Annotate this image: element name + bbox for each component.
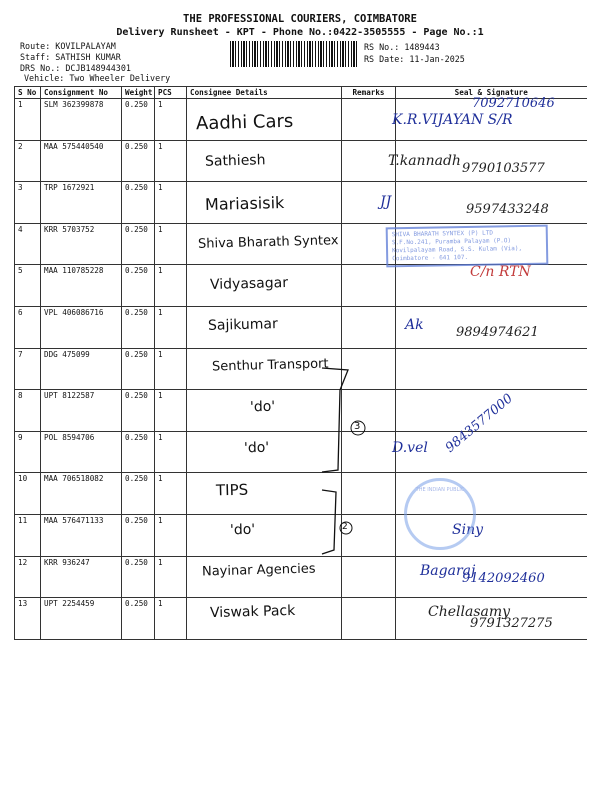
consignee-handwriting: 'do' <box>229 521 256 539</box>
signature-handwriting: Chellasamy <box>428 604 511 620</box>
stamp-line: SHIVA BHARATH SYNTEX (P) LTD <box>391 229 493 239</box>
consignee-handwriting: Sajikumar <box>207 316 278 334</box>
cell-remarks <box>342 556 396 598</box>
cell-pcs: 1 <box>155 598 187 640</box>
cell-consignment-no: POL 8594706 <box>41 431 122 473</box>
cell-consignee <box>187 514 342 556</box>
consignee-handwriting: TIPS <box>215 480 249 500</box>
col-pcs-header: PCS <box>155 87 187 99</box>
cell-remarks <box>342 265 396 307</box>
signature-handwriting: Ak <box>405 317 424 333</box>
col-consignment-header: Consignment No <box>41 87 122 99</box>
cell-consignment-no: KRR 936247 <box>41 556 122 598</box>
cell-consignment-no: MAA 575440540 <box>41 140 122 182</box>
cell-sno: 8 <box>15 390 41 432</box>
cell-consignment-no: SLM 362399878 <box>41 99 122 141</box>
consignee-handwriting: Sathiesh <box>204 152 266 170</box>
col-sno-header: S No <box>15 87 41 99</box>
consignee-handwriting: Viswak Pack <box>209 602 296 622</box>
signature-phone-number: 9791327275 <box>470 616 553 631</box>
vehicle-label: Vehicle: Two Wheeler Delivery <box>24 73 171 83</box>
cell-sno: 10 <box>15 473 41 515</box>
cell-consignment-no: MAA 706518082 <box>41 473 122 515</box>
cell-consignment-no: UPT 8122587 <box>41 390 122 432</box>
consignee-handwriting: 'do' <box>243 439 270 457</box>
signature-handwriting: JJ <box>380 194 392 210</box>
group-a-mark: 3 <box>354 421 361 432</box>
cell-sno: 5 <box>15 265 41 307</box>
cell-remarks <box>342 598 396 640</box>
cell-pcs: 1 <box>155 223 187 265</box>
signature-handwriting: D.vel <box>392 440 428 456</box>
company-title: THE PROFESSIONAL COURIERS, COIMBATORE <box>183 13 417 25</box>
cell-sno: 2 <box>15 140 41 182</box>
consignee-handwriting: Vidyasagar <box>209 274 289 294</box>
table-row <box>15 473 587 515</box>
cell-sno: 6 <box>15 306 41 348</box>
seal-text: THE INDIAN PUBLIC <box>415 487 465 493</box>
cell-signature <box>396 348 587 390</box>
signature-phone-number: 9843577000 <box>442 391 516 456</box>
cell-sno: 11 <box>15 514 41 556</box>
signature-phone-number: 9790103577 <box>462 161 545 176</box>
cell-weight: 0.250 <box>122 223 155 265</box>
staff-label: Staff: SATHISH KUMAR <box>20 52 121 62</box>
cell-consignment-no: VPL 406086716 <box>41 306 122 348</box>
cell-sno: 3 <box>15 182 41 224</box>
cell-remarks <box>342 390 396 432</box>
cell-remarks <box>342 514 396 556</box>
cell-weight: 0.250 <box>122 306 155 348</box>
consignee-handwriting: Senthur Transport <box>211 356 329 375</box>
signature-phone-number: 7092710646 <box>472 96 555 111</box>
signature-handwriting: K.R.VIJAYAN S/R <box>392 112 513 128</box>
cell-sno: 9 <box>15 431 41 473</box>
cell-weight: 0.250 <box>122 182 155 224</box>
cell-consignee <box>187 473 342 515</box>
signature-handwriting: T.kannadh <box>388 153 461 169</box>
col-signature-header: Seal & Signature <box>396 87 587 99</box>
cell-remarks <box>342 473 396 515</box>
cell-consignment-no: TRP 1672921 <box>41 182 122 224</box>
cell-pcs: 1 <box>155 431 187 473</box>
cell-weight: 0.250 <box>122 514 155 556</box>
cell-remarks <box>342 306 396 348</box>
cell-pcs: 1 <box>155 348 187 390</box>
col-remarks-header: Remarks <box>342 87 396 99</box>
signature-handwriting: C/n RTN <box>470 264 531 280</box>
cell-pcs: 1 <box>155 390 187 432</box>
cell-sno: 13 <box>15 598 41 640</box>
cell-pcs: 1 <box>155 265 187 307</box>
cell-consignment-no: MAA 110785228 <box>41 265 122 307</box>
cell-sno: 12 <box>15 556 41 598</box>
cell-pcs: 1 <box>155 99 187 141</box>
consignee-handwriting: Mariasisik <box>204 192 285 215</box>
stamp-line: Kovilpalayam Road, S.S. Kulam (Via), <box>392 245 523 255</box>
cell-weight: 0.250 <box>122 556 155 598</box>
cell-sno: 1 <box>15 99 41 141</box>
group-b-mark: 2 <box>342 522 348 532</box>
consignee-handwriting: Nayinar Agencies <box>201 561 316 580</box>
cell-weight: 0.250 <box>122 348 155 390</box>
barcode <box>230 41 358 67</box>
cell-weight: 0.250 <box>122 390 155 432</box>
cell-weight: 0.250 <box>122 140 155 182</box>
cell-sno: 4 <box>15 223 41 265</box>
signature-phone-number: 9142092460 <box>462 571 545 586</box>
cell-remarks <box>342 348 396 390</box>
table-row <box>15 514 587 556</box>
consignee-handwriting: 'do' <box>249 398 276 416</box>
cell-consignment-no: UPT 2254459 <box>41 598 122 640</box>
consignee-handwriting: Shiva Bharath Syntex <box>197 233 339 252</box>
cell-weight: 0.250 <box>122 265 155 307</box>
cell-pcs: 1 <box>155 182 187 224</box>
cell-pcs: 1 <box>155 140 187 182</box>
col-weight-header: Weight <box>122 87 155 99</box>
col-consignee-header: Consignee Details <box>187 87 342 99</box>
rs-number: RS No.: 1489443 <box>364 42 440 52</box>
cell-remarks <box>342 431 396 473</box>
cell-weight: 0.250 <box>122 473 155 515</box>
cell-pcs: 1 <box>155 556 187 598</box>
consignee-handwriting: Aadhi Cars <box>195 110 294 135</box>
rs-date: RS Date: 11-Jan-2025 <box>364 54 465 64</box>
cell-pcs: 1 <box>155 306 187 348</box>
signature-phone-number: 9894974621 <box>456 325 539 340</box>
signature-handwriting: Bagaraj <box>420 563 476 579</box>
cell-consignment-no: DDG 475099 <box>41 348 122 390</box>
company-stamp <box>386 225 549 268</box>
signature-phone-number: 9597433248 <box>466 202 549 217</box>
cell-weight: 0.250 <box>122 598 155 640</box>
cell-weight: 0.250 <box>122 99 155 141</box>
cell-consignment-no: MAA 576471133 <box>41 514 122 556</box>
cell-remarks <box>342 99 396 141</box>
drs-number: DRS No.: DCJB148944301 <box>20 63 131 73</box>
cell-sno: 7 <box>15 348 41 390</box>
cell-consignment-no: KRR 5703752 <box>41 223 122 265</box>
table-row <box>15 431 587 473</box>
cell-pcs: 1 <box>155 514 187 556</box>
cell-pcs: 1 <box>155 473 187 515</box>
stamp-line: S.F.No.241, Puramba Palayam (P.O) <box>391 237 512 247</box>
runsheet-subtitle: Delivery Runsheet - KPT - Phone No.:0422-3505555 - Page No.:1 <box>116 27 484 38</box>
signature-handwriting: Siny <box>452 522 483 538</box>
round-seal <box>404 478 476 550</box>
route-label: Route: KOVILPALAYAM <box>20 41 116 51</box>
stamp-line: Coimbatore - 641 107. <box>392 253 469 263</box>
cell-weight: 0.250 <box>122 431 155 473</box>
